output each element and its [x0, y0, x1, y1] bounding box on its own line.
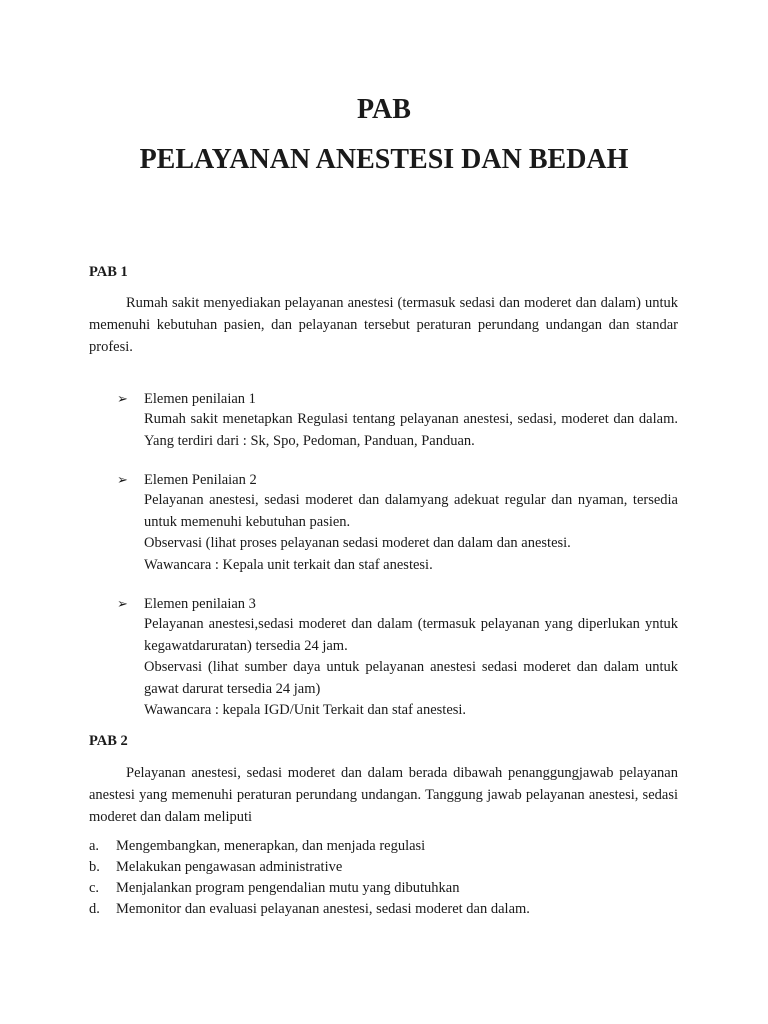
- list-text: Mengembangkan, menerapkan, dan menjada regulasi: [116, 838, 426, 854]
- arrow-bullet-icon: ➢: [117, 472, 128, 487]
- list-item: [89, 878, 689, 899]
- arrow-bullet-icon: ➢: [117, 391, 128, 406]
- list-marker: b.: [89, 859, 100, 875]
- responsibility-list: [89, 836, 689, 920]
- list-text: Melakukan pengawasan administrative: [116, 859, 343, 875]
- arrow-bullet-icon: ➢: [117, 596, 128, 611]
- section-paragraph-pab1: Rumah sakit menyediakan pelayanan anestesi (termasuk sedasi dan moderet dan dalam) untuk memenuhi kebutuhan pasien, dan pelayanan tersebut peraturan perundang undangan dan standar profesi.: [89, 295, 678, 355]
- bullet-body: [144, 614, 678, 722]
- document-title: PAB: [357, 94, 411, 125]
- bullet-line: Observasi (lihat sumber daya untuk pelayanan anestesi sedasi moderet dan dalam untuk gawat darurat tersedia 24 jam): [144, 659, 678, 697]
- bullet-line: Pelayanan anestesi,sedasi moderet dan dalam (termasuk pelayanan yang diperlukan yntuk kegawatdaruratan) tersedia 24 jam.: [144, 616, 678, 654]
- bullet-line: Rumah sakit menetapkan Regulasi tentang pelayanan anestesi, sedasi, moderet dan dalam. Yang terdiri dari : Sk, Spo, Pedoman, Panduan, Panduan.: [144, 411, 678, 449]
- list-marker: d.: [89, 901, 100, 917]
- section-heading-pab2: PAB 2: [89, 733, 128, 749]
- bullet-title: Elemen Penilaian 2: [144, 472, 257, 488]
- bullet-line: Wawancara : Kepala unit terkait dan staf anestesi.: [144, 556, 433, 573]
- section-heading-pab1: PAB 1: [89, 264, 128, 280]
- bullet-body: [144, 409, 678, 452]
- document-subtitle: PELAYANAN ANESTESI DAN BEDAH: [139, 144, 629, 175]
- list-marker: c.: [89, 880, 100, 896]
- bullet-line: Pelayanan anestesi, sedasi moderet dan dalamyang adekuat regular dan nyaman, tersedia untuk memenuhi kebutuhan pasien.: [144, 492, 678, 530]
- list-text: Menjalankan program pengendalian mutu yang dibutuhkan: [116, 880, 460, 896]
- bullet-body: [144, 490, 678, 576]
- bullet-line: Wawancara : kepala IGD/Unit Terkait dan staf anestesi.: [144, 702, 467, 719]
- list-text: Memonitor dan evaluasi pelayanan anestesi, sedasi moderet dan dalam.: [116, 901, 530, 917]
- list-marker: a.: [89, 838, 100, 854]
- bullet-title: Elemen penilaian 1: [144, 391, 256, 407]
- list-item: [89, 857, 689, 878]
- section-paragraph-pab2: Pelayanan anestesi, sedasi moderet dan dalam berada dibawah penanggungjawab pelayanan anestesi yang memenuhi peraturan perundang undangan. Tanggung jawab pelayanan anestesi, sedasi moderet dan dalam meliputi: [89, 765, 678, 825]
- bullet-title: Elemen penilaian 3: [144, 596, 256, 612]
- list-item: [89, 899, 689, 920]
- bullet-line: Observasi (lihat proses pelayanan sedasi moderet dan dalam dan anestesi.: [144, 535, 571, 552]
- list-item: [89, 836, 689, 857]
